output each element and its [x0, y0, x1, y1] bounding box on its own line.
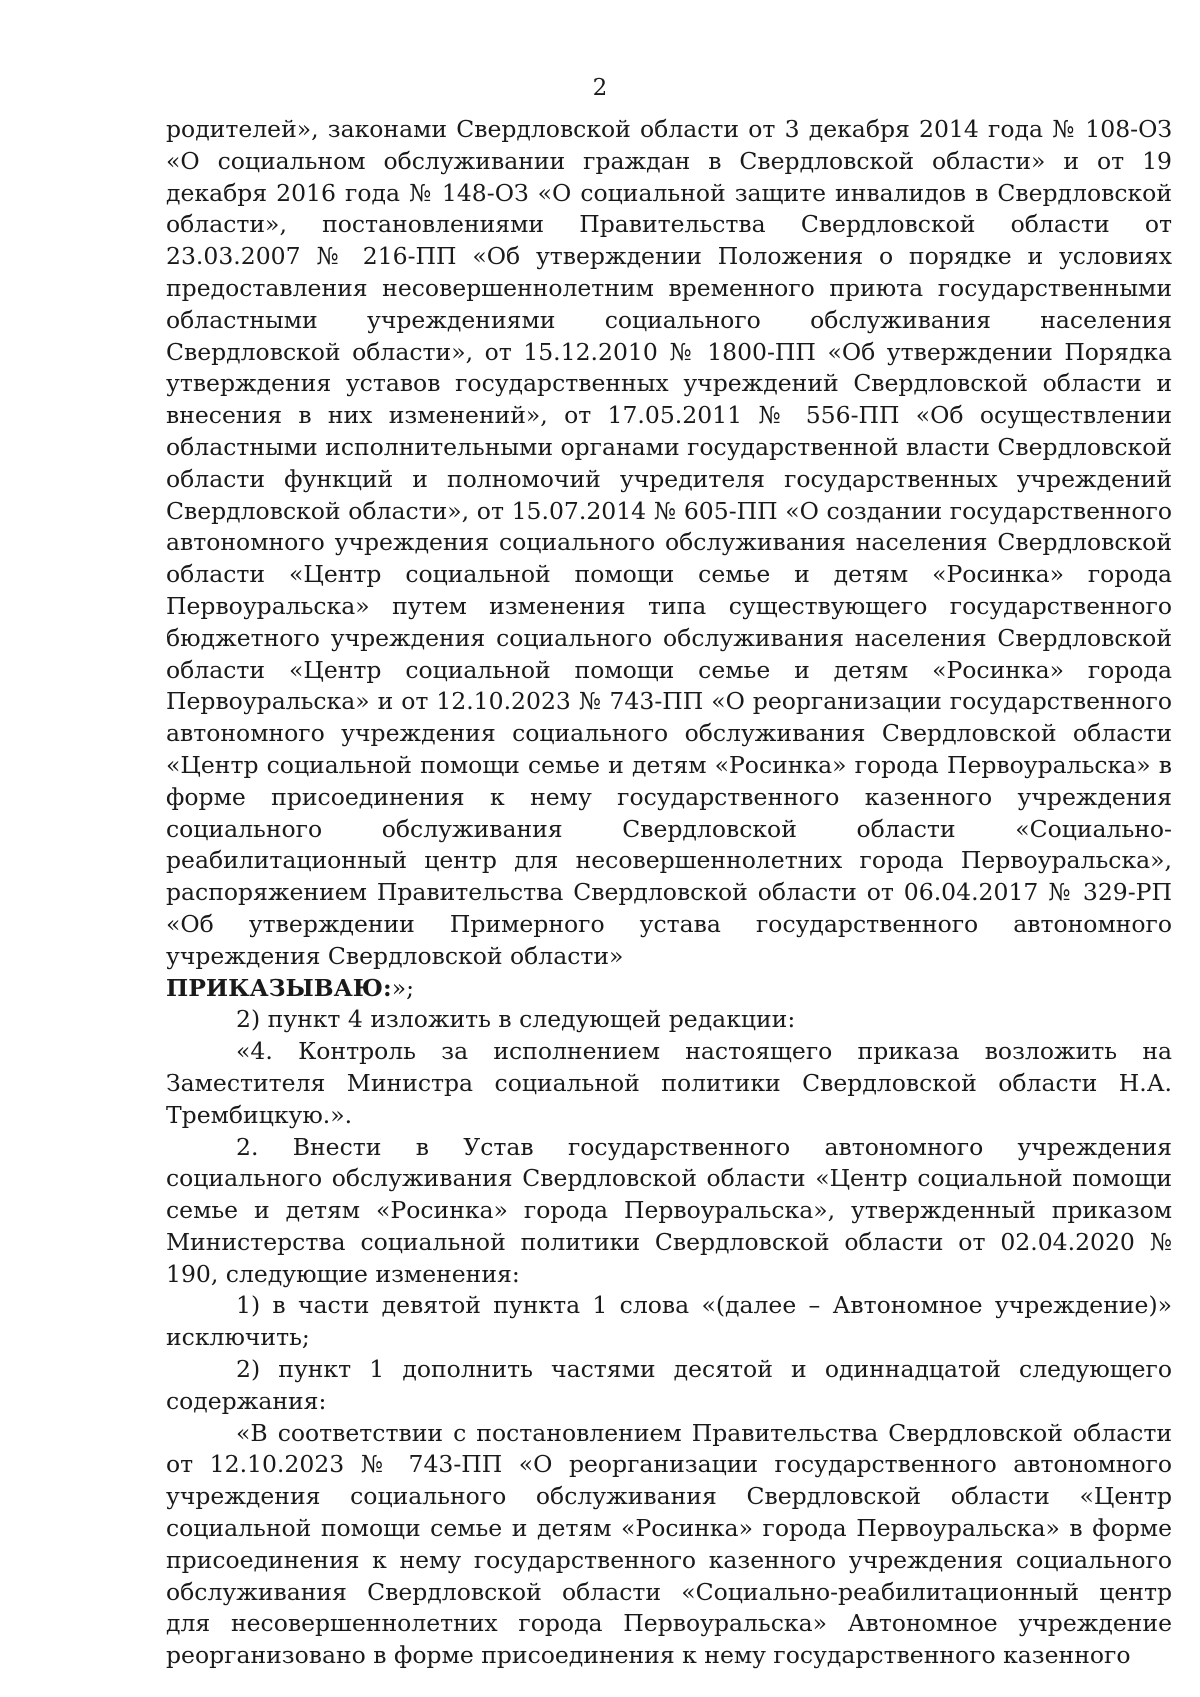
order-line — [166, 973, 1172, 1005]
paragraph-control-clause: «4. Контроль за исполнением настоящего приказа возложить на Заместителя Министра социальной политики Свердловской области Н.А. Трембицкую.». — [166, 1037, 1172, 1129]
paragraph-item-4-edit: 2) пункт 4 изложить в следующей редакции: — [236, 1005, 796, 1034]
page-number: 2 — [592, 75, 608, 101]
order-suffix: »; — [391, 973, 414, 1002]
paragraph-reorganization-text: «В соответствии с постановлением Правительства Свердловской области от 12.10.2023 № 743-ПП «О реорганизации государственного автономного учреждения социального обслуживания Свердловской области «Центр социальной помощи семье и детям «Росинка» города Первоуральска» в форме присоединения к нему государственного казенного учреждения социального обслуживания Свердловской области «Социально-реабилитационный центр для несовершеннолетних города Первоуральска» Автономное учреждение реорганизовано в форме присоединения к нему государственного казенного — [166, 1418, 1172, 1670]
order-word: ПРИКАЗЫВАЮ: — [166, 973, 392, 1002]
paragraph-amendment-1: 1) в части девятой пункта 1 слова «(далее – Автономное учреждение)» исключить; — [166, 1291, 1172, 1352]
paragraph-charter-amendments: 2. Внести в Устав государственного автономного учреждения социального обслуживания Свердловской области «Центр социальной помощи семье и детям «Росинка» города Первоуральска», утвержденный приказом Министерства социальной политики Свердловской области от 02.04.2020 № 190, следующие изменения: — [166, 1132, 1172, 1288]
paragraph-legal-basis: родителей», законами Свердловской области от 3 декабря 2014 года № 108-ОЗ «О социальном обслуживании граждан в Свердловской области» и от 19 декабря 2016 года № 148-ОЗ «О социальной защите инвалидов в Свердловской области», постановлениями Правительства Свердловской области от 23.03.2007 № 216-ПП «Об утверждении Положения о порядке и условиях предоставления несовершеннолетним временного приюта государственными областными учреждениями социального обслуживания населения Свердловской области», от 15.12.2010 № 1800-ПП «Об утверждении Порядка утверждения уставов государственных учреждений Свердловской области и внесения в них изменений», от 17.05.2011 № 556-ПП «Об осуществлении областными исполнительными органами государственной власти Свердловской области функций и полномочий учредителя государственных учреждений Свердловской области», от 15.07.2014 № 605-ПП «О создании государственного автономного учреждения социального обслуживания населения Свердловской области «Центр социальной помощи семье и детям «Росинка» города Первоуральска» путем изменения типа существующего государственного бюджетного учреждения социального обслуживания населения Свердловской области «Центр социальной помощи семье и детям «Росинка» города Первоуральска» и от 12.10.2023 № 743-ПП «О реорганизации государственного автономного учреждения социального обслуживания Свердловской области «Центр социальной помощи семье и детям «Росинка» города Первоуральска» в форме присоединения к нему государственного казенного учреждения социального обслуживания Свердловской области «Социально-реабилитационный центр для несовершеннолетних города Первоуральска», распоряжением Правительства Свердловской области от 06.04.2017 № 329-РП «Об утверждении Примерного устава государственного автономного учреждения Свердловской области» — [166, 115, 1173, 970]
document-body — [166, 114, 1172, 1672]
paragraph-amendment-2: 2) пункт 1 дополнить частями десятой и одиннадцатой следующего содержания: — [166, 1355, 1172, 1415]
